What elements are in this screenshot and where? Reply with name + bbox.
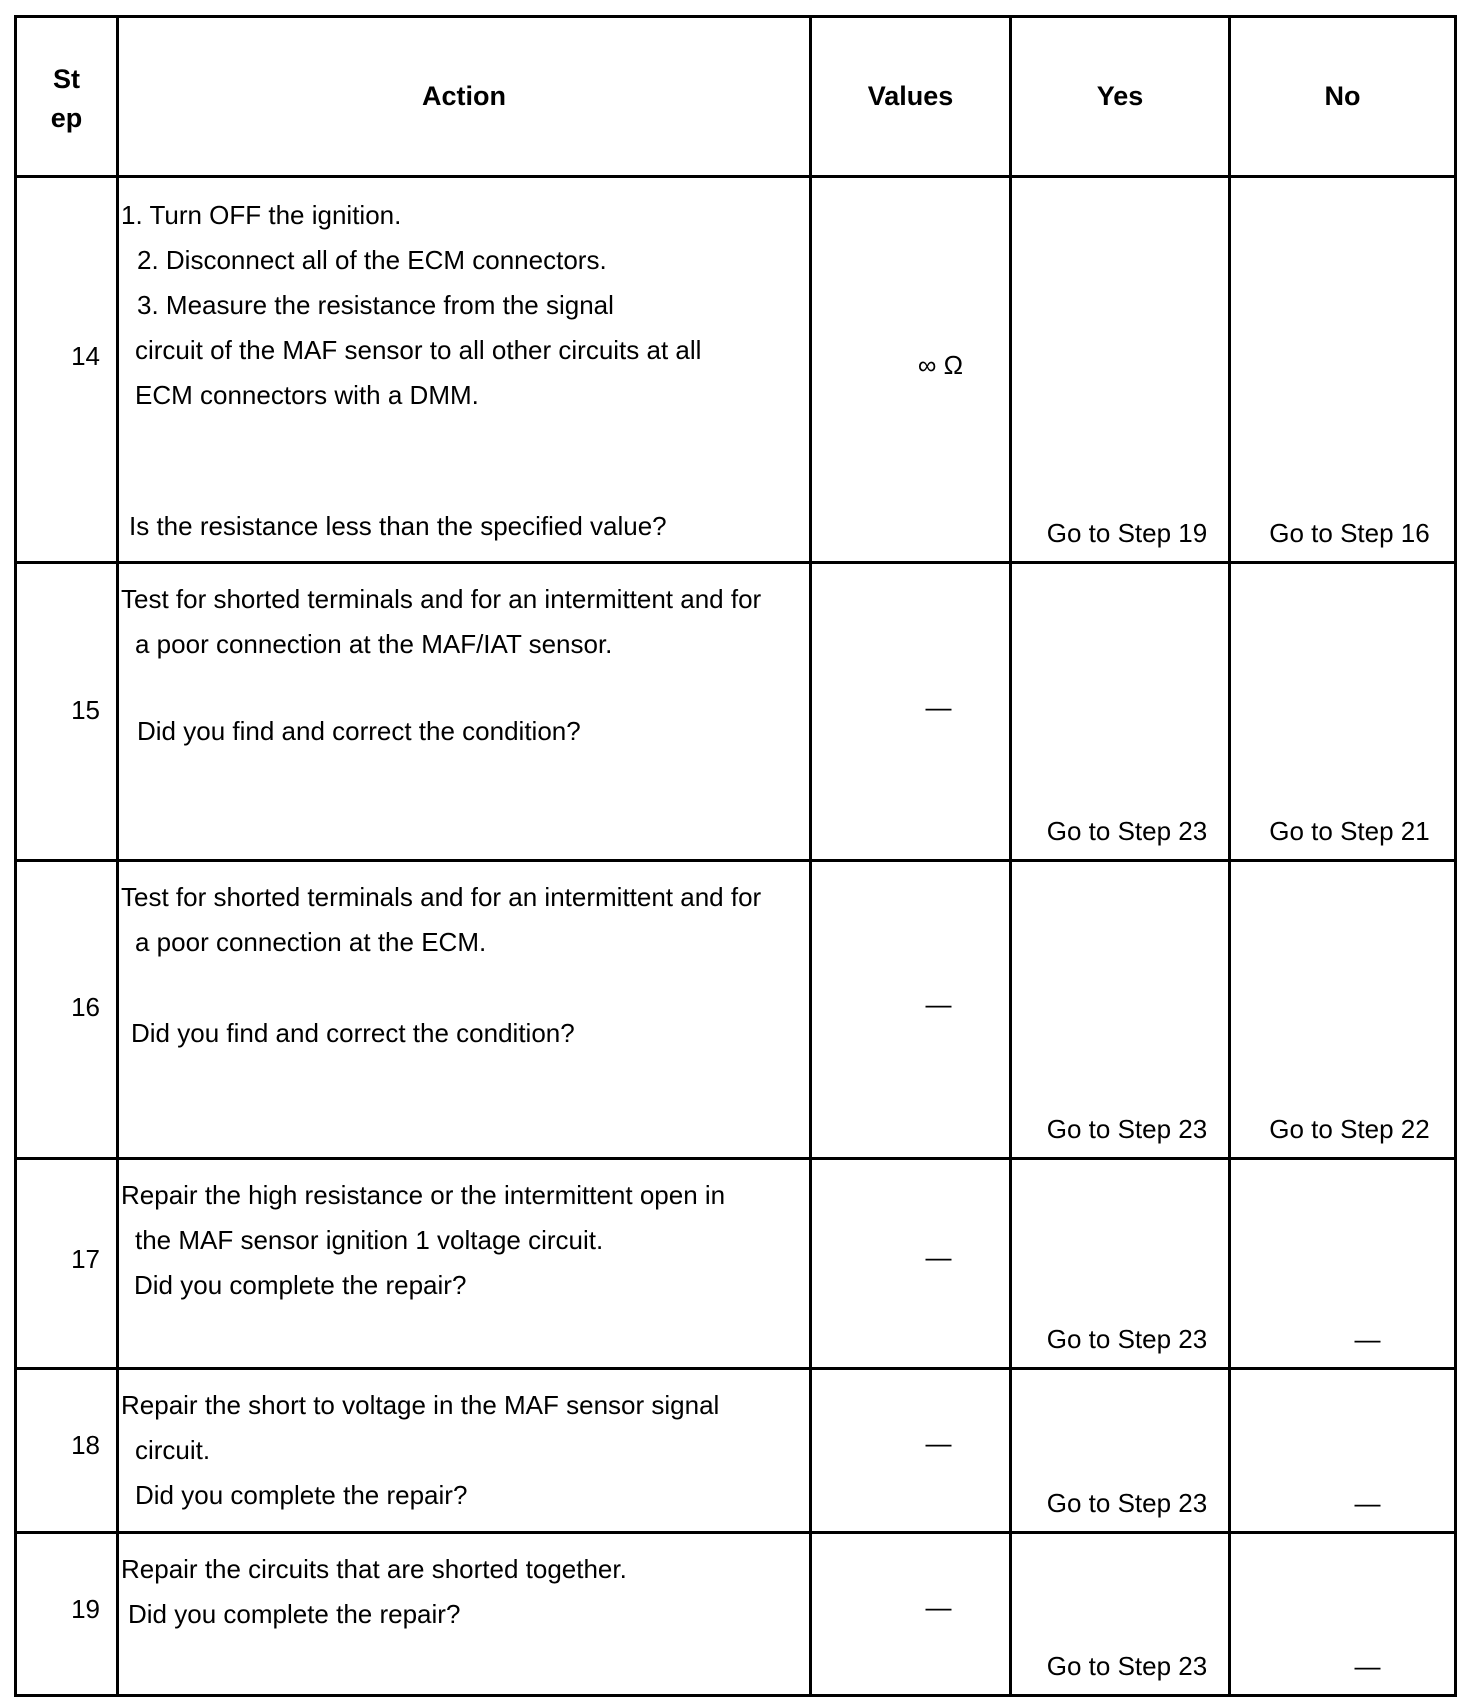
yes-result: Go to Step 19 [1046,518,1208,548]
step-number: 16 [71,992,100,1022]
action-cell [118,177,811,563]
action-line: circuit. [135,1435,211,1465]
action-cell [118,1159,811,1369]
action-question: Did you find and correct the condition? [131,1018,575,1048]
action-line: Repair the circuits that are shorted together. [121,1554,627,1584]
header-step-line1: St [53,63,80,94]
header-no: No [1230,17,1456,177]
step-number: 15 [71,695,100,725]
no-result: — [1354,1651,1381,1681]
yes-cell [1011,1533,1230,1696]
no-cell [1230,1533,1456,1696]
no-cell [1230,177,1456,563]
value-dash: — [925,989,952,1019]
values-cell [811,1369,1011,1533]
yes-result: Go to Step 23 [1046,1488,1208,1518]
yes-result: Go to Step 23 [1046,816,1208,846]
no-cell [1230,1369,1456,1533]
header-row [16,17,1456,177]
header-step [16,17,118,177]
action-question: Is the resistance less than the specified value? [129,511,667,541]
step-cell [16,1533,118,1696]
yes-cell [1011,1369,1230,1533]
no-result: — [1354,1488,1381,1518]
value-text: ∞ Ω [917,350,964,380]
action-question: Did you complete the repair? [135,1480,468,1510]
values-cell [811,177,1011,563]
no-result: Go to Step 21 [1269,816,1430,846]
step-number: 17 [71,1244,100,1274]
header-step-line2: ep [50,102,83,133]
action-line: circuit of the MAF sensor to all other circuits at all [135,335,702,365]
table-row [16,861,1456,1159]
yes-result: Go to Step 23 [1046,1114,1208,1144]
action-question: Did you complete the repair? [128,1599,461,1629]
action-question: Did you find and correct the condition? [137,716,581,746]
action-cell [118,1369,811,1533]
action-line: a poor connection at the ECM. [135,927,487,957]
values-cell [811,1533,1011,1696]
header-values: Values [811,17,1011,177]
table-row [16,1159,1456,1369]
action-line: the MAF sensor ignition 1 voltage circuit. [135,1225,604,1255]
table-row [16,563,1456,861]
step-cell [16,1369,118,1533]
step-cell [16,861,118,1159]
value-dash: — [925,1428,952,1458]
yes-cell [1011,861,1230,1159]
action-question: Did you complete the repair? [134,1270,467,1300]
no-cell [1230,563,1456,861]
value-dash: — [925,692,952,722]
action-cell [118,563,811,861]
no-cell [1230,861,1456,1159]
no-result: Go to Step 22 [1269,1114,1430,1144]
yes-cell [1011,563,1230,861]
action-line: Test for shorted terminals and for an intermittent and for [121,584,762,614]
table-row [16,177,1456,563]
table-row [16,1369,1456,1533]
header-action: Action [118,17,811,177]
no-result: Go to Step 16 [1269,518,1430,548]
action-line: Repair the high resistance or the intermittent open in [121,1180,726,1210]
step-number: 18 [71,1430,100,1460]
action-line: ECM connectors with a DMM. [135,380,479,410]
action-cell [118,861,811,1159]
action-line: Repair the short to voltage in the MAF sensor signal [121,1390,720,1420]
step-cell [16,1159,118,1369]
no-result: — [1354,1324,1381,1354]
action-line: 3. Measure the resistance from the signal [137,290,614,320]
step-number: 14 [71,341,100,371]
action-cell [118,1533,811,1696]
yes-cell [1011,1159,1230,1369]
header-yes: Yes [1011,17,1230,177]
values-cell [811,563,1011,861]
action-line: a poor connection at the MAF/IAT sensor. [135,629,613,659]
step-cell [16,177,118,563]
action-line: 2. Disconnect all of the ECM connectors. [137,245,607,275]
table-row [16,1533,1456,1696]
step-number: 19 [71,1594,100,1624]
action-line: Test for shorted terminals and for an intermittent and for [121,882,762,912]
diagnostic-steps-table [14,15,1457,1697]
value-dash: — [925,1242,952,1272]
value-dash: — [925,1592,952,1622]
yes-cell [1011,177,1230,563]
action-line: 1. Turn OFF the ignition. [121,200,402,230]
step-cell [16,563,118,861]
yes-result: Go to Step 23 [1046,1651,1208,1681]
no-cell [1230,1159,1456,1369]
yes-result: Go to Step 23 [1046,1324,1208,1354]
values-cell [811,861,1011,1159]
values-cell [811,1159,1011,1369]
